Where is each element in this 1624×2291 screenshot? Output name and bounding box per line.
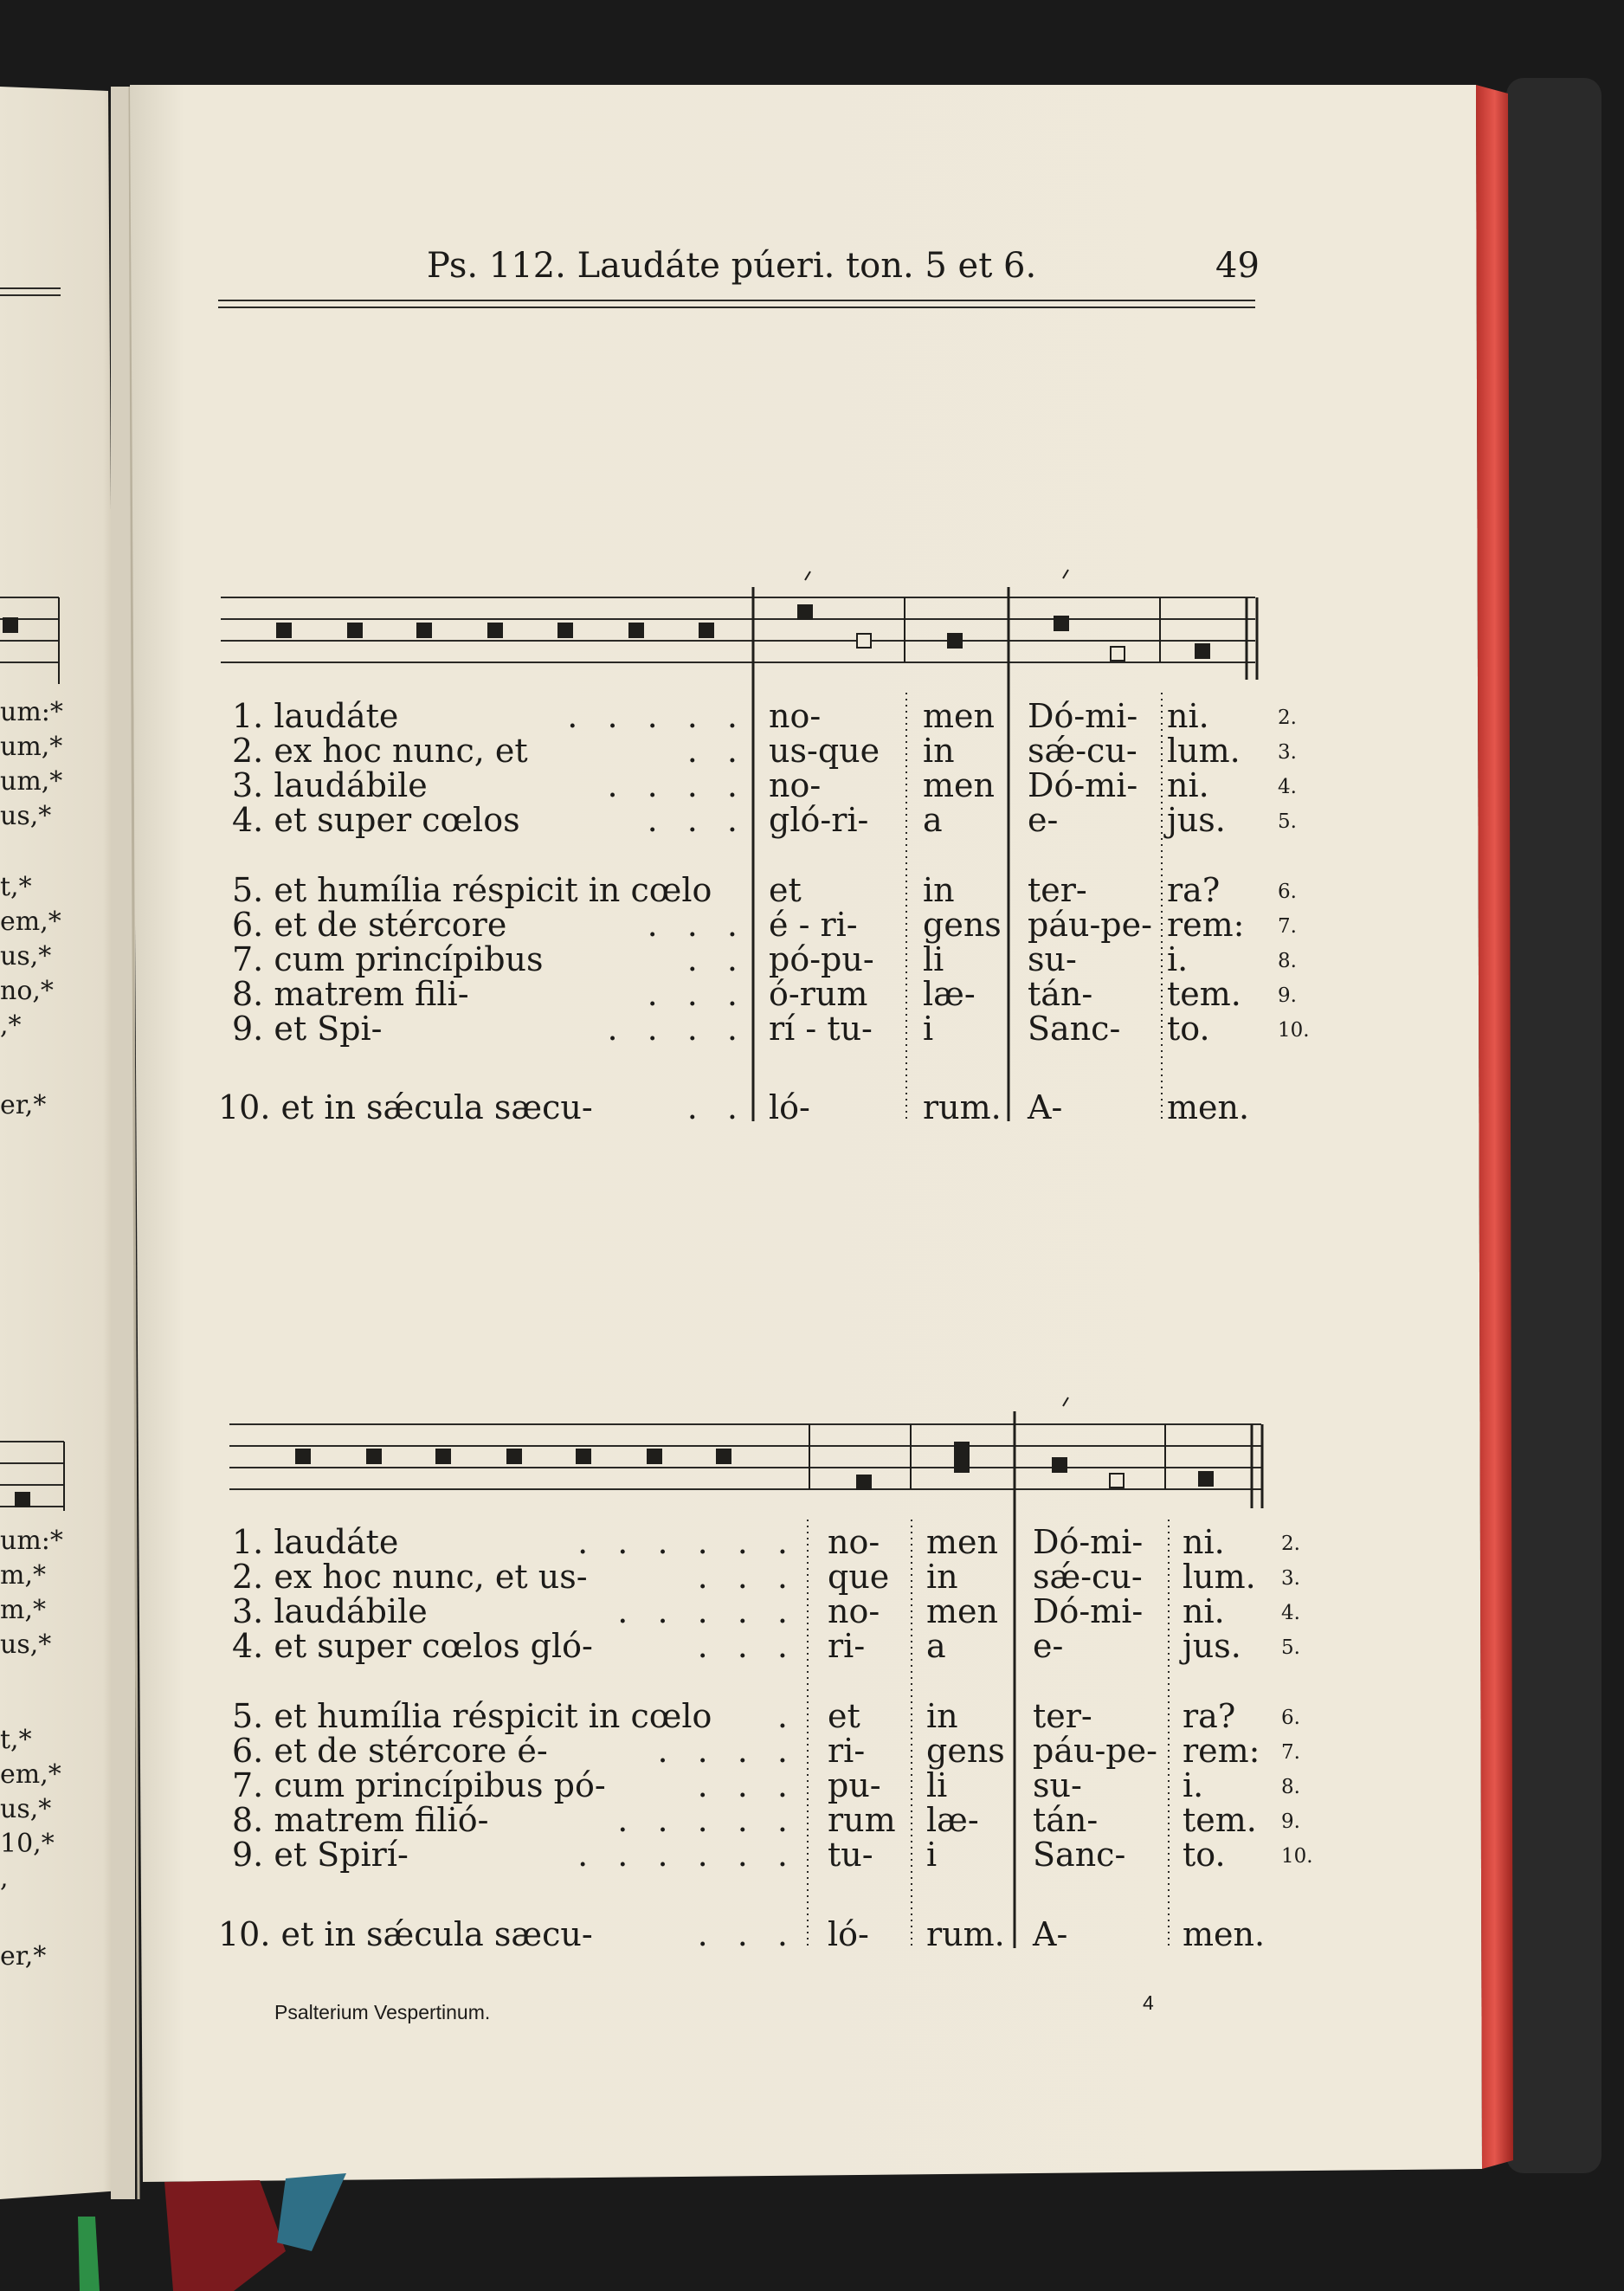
leader-dots: . . <box>686 1088 738 1126</box>
next-verse-marker: 8. <box>1278 950 1297 972</box>
verse-syllable-col5: to. <box>1167 1010 1210 1048</box>
verse-syllable-col3: gens <box>926 1732 1005 1770</box>
next-verse-marker: 4. <box>1281 1602 1300 1624</box>
note <box>948 634 962 648</box>
open-note <box>857 634 871 648</box>
page-number: 49 <box>1215 246 1260 286</box>
verse-syllable-col4: su- <box>1028 940 1077 978</box>
verse-syllable-col5: men. <box>1167 1088 1250 1126</box>
note <box>367 1449 381 1463</box>
next-verse-marker: 9. <box>1281 1810 1300 1833</box>
verse-syllable-col5: ra? <box>1183 1697 1236 1735</box>
left-page-fragment: us,* <box>0 1794 52 1824</box>
verse-syllable-col3: men <box>923 697 995 735</box>
note <box>348 623 362 637</box>
note <box>3 618 17 632</box>
verse-syllable-col5: i. <box>1167 940 1189 978</box>
leader-dots: . . . . . <box>617 1592 788 1630</box>
verse-text: 8. matrem filió- <box>232 1801 489 1839</box>
next-verse-marker: 10. <box>1278 1019 1310 1042</box>
leader-dots: . . . <box>647 906 738 944</box>
verse-syllable-col3: in <box>923 732 955 770</box>
note <box>417 623 431 637</box>
left-page-fragment: us,* <box>0 1630 52 1660</box>
verse-text: 4. et super cœlos gló- <box>232 1627 593 1665</box>
note <box>16 1493 29 1507</box>
next-verse-marker: 9. <box>1278 984 1297 1007</box>
leader-dots: . . . . <box>607 1010 738 1048</box>
verse-syllable-col3: rum. <box>923 1088 1002 1126</box>
verse-syllable-col5: tem. <box>1183 1801 1257 1839</box>
next-verse-marker: 4. <box>1278 776 1297 798</box>
verse-syllable-col2: ló- <box>769 1088 810 1126</box>
verse-text: 9. et Spi- <box>232 1010 383 1048</box>
next-verse-marker: 5. <box>1278 810 1297 833</box>
left-page-fragment: er,* <box>0 1090 47 1120</box>
leader-dots: . . . <box>697 1915 788 1953</box>
verse-syllable-col5: rem: <box>1183 1732 1260 1770</box>
verse-syllable-col3: in <box>926 1697 958 1735</box>
verse-syllable-col3: i <box>923 1010 934 1048</box>
left-page-fragment: er,* <box>0 1941 47 1972</box>
verse-syllable-col3: gens <box>923 906 1002 944</box>
left-page-fragment: us,* <box>0 941 52 971</box>
verse-syllable-col2: pu- <box>828 1766 881 1804</box>
left-page-fragment: t,* <box>0 1725 32 1755</box>
leader-dots: . . . . <box>657 1732 788 1770</box>
left-page-fragment: em,* <box>0 1759 61 1790</box>
note <box>558 623 572 637</box>
verse-syllable-col5: ra? <box>1167 871 1221 909</box>
note <box>436 1449 450 1463</box>
verse-syllable-col3: læ- <box>923 975 976 1013</box>
verse-syllable-col4: ter- <box>1033 1697 1092 1735</box>
note <box>648 1449 661 1463</box>
verse-syllable-col3: men <box>926 1592 998 1630</box>
verse-syllable-col2: no- <box>828 1523 880 1561</box>
verse-syllable-col2: ri- <box>828 1627 866 1665</box>
red-page-edge <box>1476 85 1513 2169</box>
verse-syllable-col5: rem: <box>1167 906 1245 944</box>
note <box>1053 1458 1067 1472</box>
verse-syllable-col4: Dó-mi- <box>1028 697 1138 735</box>
next-verse-marker: 6. <box>1281 1707 1300 1729</box>
verse-syllable-col5: i. <box>1183 1766 1204 1804</box>
verse-syllable-col2: us-que <box>769 732 880 770</box>
verse-syllable-col2: rí - tu- <box>769 1010 873 1048</box>
left-page-fragment: um:* <box>0 1526 63 1556</box>
verse-syllable-col3: i <box>926 1836 938 1874</box>
leader-dots: . . . . . . <box>577 1836 788 1874</box>
note <box>955 1458 969 1472</box>
verse-syllable-col4: tán- <box>1033 1801 1099 1839</box>
leader-dots: . . . <box>697 1627 788 1665</box>
verse-syllable-col2: no- <box>769 697 822 735</box>
verse-text: 5. et humília réspicit in cœlo <box>232 1697 712 1735</box>
verse-syllable-col2: no- <box>769 766 822 804</box>
verse-text: 4. et super cœlos <box>232 801 520 839</box>
verse-syllable-col4: e- <box>1028 801 1059 839</box>
left-page-fragment: no,* <box>0 976 54 1006</box>
next-verse-marker: 7. <box>1281 1741 1300 1764</box>
verse-syllable-col3: in <box>926 1558 958 1596</box>
verse-text: 6. et de stércore <box>232 906 507 944</box>
left-page-fragment: em,* <box>0 907 61 937</box>
leader-dots: . . . <box>697 1558 788 1596</box>
page-title: Ps. 112. Laudáte púeri. ton. 5 et 6. <box>427 246 1037 286</box>
verse-syllable-col2: et <box>769 871 802 909</box>
verse-syllable-col2: é - ri- <box>769 906 858 944</box>
verse-text: 2. ex hoc nunc, et <box>232 732 528 770</box>
verse-text: 8. matrem fili- <box>232 975 469 1013</box>
leader-dots: . . <box>686 732 738 770</box>
footer-book-title: Psalterium Vespertinum. <box>274 2001 491 2023</box>
verse-syllable-col5: ni. <box>1183 1592 1225 1630</box>
verse-syllable-col4: sǽ-cu- <box>1033 1558 1143 1596</box>
verse-syllable-col5: to. <box>1183 1836 1226 1874</box>
verse-syllable-col5: men. <box>1183 1915 1266 1953</box>
verse-syllable-col2: ri- <box>828 1732 866 1770</box>
next-verse-marker: 3. <box>1278 741 1297 764</box>
verse-text: 9. et Spirí- <box>232 1836 409 1874</box>
verse-syllable-col3: in <box>923 871 955 909</box>
note <box>717 1449 731 1463</box>
verse-syllable-col4: páu-pe- <box>1033 1732 1157 1770</box>
note <box>857 1475 871 1489</box>
verse-syllable-col2: rum <box>828 1801 896 1839</box>
leader-dots: . . . . . . <box>577 1523 788 1561</box>
note <box>577 1449 590 1463</box>
verse-syllable-col2: que <box>828 1558 890 1596</box>
verse-text: 1. laudáte <box>232 697 399 735</box>
verse-syllable-col4: e- <box>1033 1627 1064 1665</box>
verse-syllable-col3: læ- <box>926 1801 979 1839</box>
verse-text: 10. et in sǽcula sæcu- <box>218 1915 593 1953</box>
verse-syllable-col4: A- <box>1028 1088 1063 1126</box>
verse-syllable-col3: li <box>926 1766 948 1804</box>
next-verse-marker: 7. <box>1278 915 1297 938</box>
left-page-fragment: us,* <box>0 801 52 831</box>
note <box>1054 616 1068 630</box>
verse-syllable-col2: et <box>828 1697 860 1735</box>
verse-syllable-col3: men <box>926 1523 998 1561</box>
verse-syllable-col4: Sanc- <box>1033 1836 1126 1874</box>
verse-syllable-col3: a <box>926 1627 946 1665</box>
leader-dots: . . . . . <box>617 1801 788 1839</box>
leader-dots: . . . <box>697 1766 788 1804</box>
leader-dots: . . . . <box>607 766 738 804</box>
next-verse-marker: 2. <box>1278 707 1297 729</box>
leader-dots: . . . . . <box>567 697 738 735</box>
left-page <box>0 87 121 2199</box>
verse-syllable-col4: Sanc- <box>1028 1010 1121 1048</box>
verse-syllable-col4: Dó-mi- <box>1033 1592 1144 1630</box>
verse-text: 2. ex hoc nunc, et us- <box>232 1558 588 1596</box>
verse-text: 7. cum princípibus <box>232 940 544 978</box>
next-verse-marker: 2. <box>1281 1533 1300 1555</box>
note <box>1195 644 1209 658</box>
verse-text: 3. laudábile <box>232 1592 428 1630</box>
verse-text: 6. et de stércore é- <box>232 1732 548 1770</box>
next-verse-marker: 10. <box>1281 1845 1313 1868</box>
left-page-fragment: um:* <box>0 697 63 727</box>
next-verse-marker: 6. <box>1278 881 1297 903</box>
next-verse-marker: 3. <box>1281 1567 1300 1590</box>
verse-text: 10. et in sǽcula sæcu- <box>218 1088 593 1126</box>
verse-syllable-col5: ni. <box>1167 697 1209 735</box>
note <box>296 1449 310 1463</box>
verse-syllable-col3: li <box>923 940 944 978</box>
verse-text: 5. et humília réspicit in cœlo <box>232 871 712 909</box>
verse-syllable-col5: ni. <box>1167 766 1209 804</box>
verse-syllable-col2: ló- <box>828 1915 869 1953</box>
left-page-fragment: um,* <box>0 766 63 797</box>
verse-syllable-col4: ter- <box>1028 871 1087 909</box>
next-verse-marker: 8. <box>1281 1776 1300 1798</box>
verse-text: 7. cum princípibus pó- <box>232 1766 606 1804</box>
verse-syllable-col5: jus. <box>1183 1627 1241 1665</box>
verse-syllable-col4: Dó-mi- <box>1028 766 1138 804</box>
verse-syllable-col4: tán- <box>1028 975 1093 1013</box>
verse-syllable-col5: lum. <box>1167 732 1241 770</box>
note <box>507 1449 521 1463</box>
verse-text: 1. laudáte <box>232 1523 399 1561</box>
next-verse-marker: 5. <box>1281 1636 1300 1659</box>
left-page-fragment: ,* <box>0 1010 22 1041</box>
verse-syllable-col2: pó-pu- <box>769 940 874 978</box>
note <box>699 623 713 637</box>
verse-syllable-col5: jus. <box>1167 801 1226 839</box>
verse-syllable-col3: a <box>923 801 943 839</box>
left-page-fragment: 10,* <box>0 1829 55 1859</box>
left-page-fragment: , <box>0 1863 9 1894</box>
open-note <box>1110 1474 1124 1488</box>
left-page-fragment: t,* <box>0 872 32 902</box>
left-page-fragment: m,* <box>0 1560 46 1591</box>
verse-syllable-col4: Dó-mi- <box>1033 1523 1144 1561</box>
note <box>277 623 291 637</box>
leader-dots: . . <box>686 940 738 978</box>
note <box>955 1442 969 1456</box>
leader-dots: . . . <box>647 975 738 1013</box>
verse-syllable-col4: su- <box>1033 1766 1082 1804</box>
verse-syllable-col2: gló-ri- <box>769 801 869 839</box>
verse-syllable-col4: páu-pe- <box>1028 906 1152 944</box>
open-note <box>1111 647 1125 661</box>
verse-syllable-col2: no- <box>828 1592 880 1630</box>
verse-syllable-col4: A- <box>1033 1915 1068 1953</box>
left-page-fragment: um,* <box>0 732 63 762</box>
verse-text: 3. laudábile <box>232 766 428 804</box>
book-cover-edge <box>1506 78 1601 2173</box>
verse-syllable-col2: tu- <box>828 1836 873 1874</box>
verse-syllable-col5: lum. <box>1183 1558 1256 1596</box>
leader-dots: . <box>777 1697 788 1735</box>
verse-syllable-col3: rum. <box>926 1915 1005 1953</box>
note <box>629 623 643 637</box>
verse-syllable-col2: ó-rum <box>769 975 868 1013</box>
verse-syllable-col3: men <box>923 766 995 804</box>
verse-syllable-col5: tem. <box>1167 975 1241 1013</box>
verse-syllable-col5: ni. <box>1183 1523 1225 1561</box>
verse-syllable-col4: sǽ-cu- <box>1028 732 1137 770</box>
left-page-fragment: m,* <box>0 1595 46 1625</box>
note <box>798 605 812 619</box>
leader-dots: . . . <box>647 801 738 839</box>
note <box>1199 1472 1213 1486</box>
note <box>488 623 502 637</box>
footer-signature: 4 <box>1143 1991 1154 2014</box>
